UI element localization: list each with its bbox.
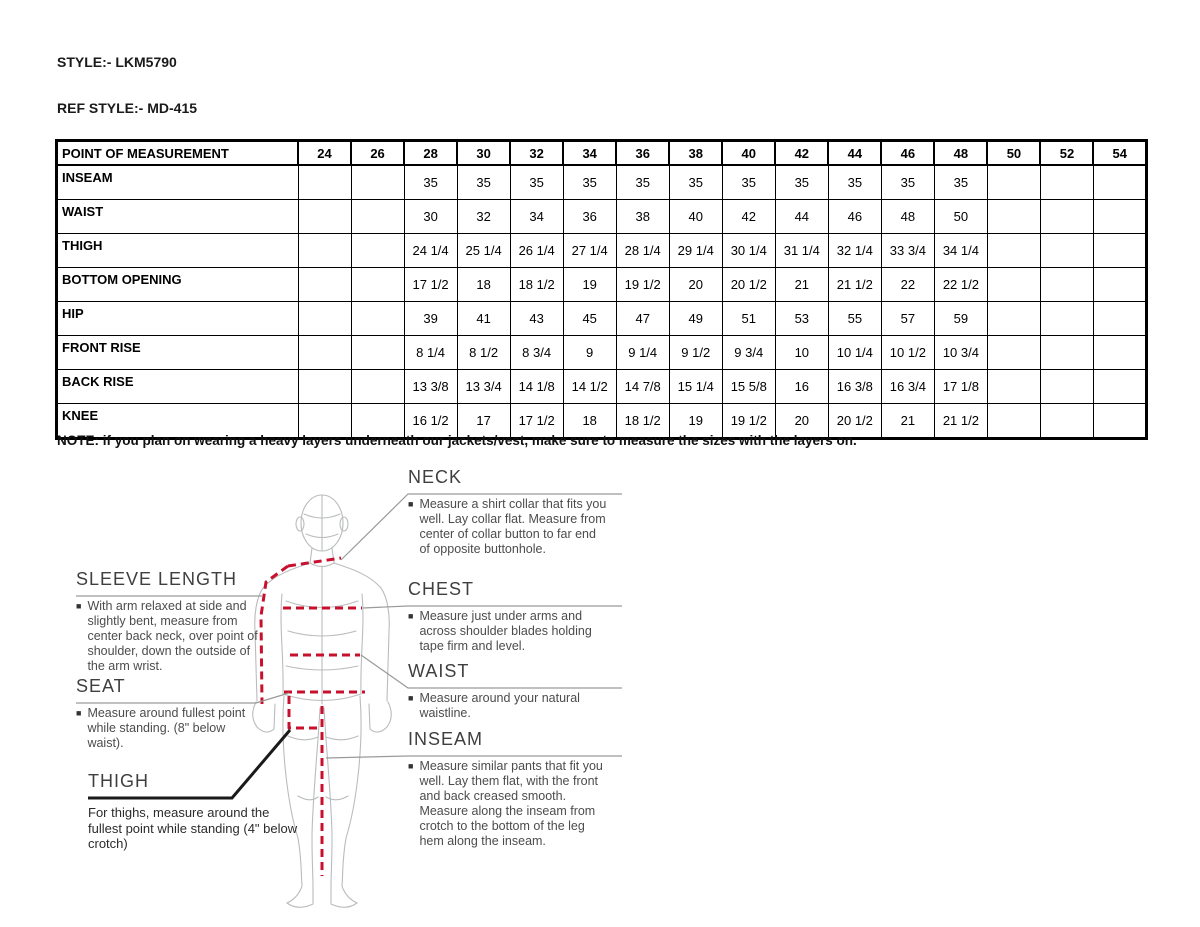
chest-title: CHEST <box>408 579 475 599</box>
measurement-value-cell <box>351 370 404 404</box>
measurement-value-cell: 10 1/4 <box>828 336 881 370</box>
measurement-value-cell: 9 3/4 <box>722 336 775 370</box>
measurement-value-cell: 40 <box>669 200 722 234</box>
column-header-size: 36 <box>616 141 669 166</box>
measurement-value-cell: 13 3/8 <box>404 370 457 404</box>
measurement-value-cell: 36 <box>563 200 616 234</box>
measurement-value-cell: 55 <box>828 302 881 336</box>
measurement-value-cell: 33 3/4 <box>881 234 934 268</box>
measurement-value-cell: 46 <box>828 200 881 234</box>
measurement-value-cell <box>298 165 351 200</box>
measurement-value-cell: 29 1/4 <box>669 234 722 268</box>
seat-description: Measure around fullest point while standing. (8" below waist). <box>87 706 246 750</box>
measurement-value-cell: 26 1/4 <box>510 234 563 268</box>
measurement-row-label: FRONT RISE <box>57 336 299 370</box>
measurement-value-cell: 42 <box>722 200 775 234</box>
column-header-size: 54 <box>1093 141 1146 166</box>
bullet-icon: ■ <box>76 708 82 718</box>
measurement-value-cell <box>351 234 404 268</box>
measurement-value-cell: 9 1/4 <box>616 336 669 370</box>
measurement-value-cell: 9 1/2 <box>669 336 722 370</box>
inseam-description: Measure similar pants that fit you well. Lay them flat, with the front and back creased smooth. Measure along the inseam from crotch to the bottom of the leg hem along the inseam. <box>419 759 603 848</box>
measurement-value-cell <box>298 234 351 268</box>
measurement-value-cell <box>987 336 1040 370</box>
thigh-title: THIGH <box>88 771 149 791</box>
measurement-value-cell: 21 1/2 <box>934 404 987 439</box>
bullet-icon: ■ <box>408 499 414 509</box>
measurement-value-cell <box>1093 336 1146 370</box>
measurement-value-cell <box>987 165 1040 200</box>
measurement-value-cell: 24 1/4 <box>404 234 457 268</box>
measurement-value-cell <box>1040 165 1093 200</box>
measurement-value-cell <box>1040 268 1093 302</box>
measurement-value-cell <box>351 336 404 370</box>
measurement-value-cell: 35 <box>404 165 457 200</box>
measurement-value-cell: 18 1/2 <box>510 268 563 302</box>
measurement-value-cell <box>1093 404 1146 439</box>
measurement-value-cell <box>298 268 351 302</box>
measurement-value-cell <box>1040 200 1093 234</box>
column-header-size: 42 <box>775 141 828 166</box>
guide-section-neck <box>408 467 608 557</box>
ref-style-label: REF STYLE:- MD-415 <box>57 100 198 116</box>
measurement-value-cell: 18 <box>563 404 616 439</box>
measurement-row-label: KNEE <box>57 404 299 439</box>
measurement-row <box>57 302 1147 336</box>
measurement-value-cell: 10 <box>775 336 828 370</box>
measurement-value-cell: 28 1/4 <box>616 234 669 268</box>
measurement-value-cell <box>351 165 404 200</box>
measurement-value-cell: 10 1/2 <box>881 336 934 370</box>
measurement-value-cell: 16 1/2 <box>404 404 457 439</box>
measurement-value-cell: 35 <box>722 165 775 200</box>
waist-description: Measure around your natural waistline. <box>419 691 580 720</box>
measurement-value-cell: 50 <box>934 200 987 234</box>
measurement-value-cell: 9 <box>563 336 616 370</box>
measurement-value-cell: 20 <box>775 404 828 439</box>
measurement-value-cell <box>1093 200 1146 234</box>
measurement-value-cell: 8 3/4 <box>510 336 563 370</box>
measurement-value-cell <box>298 302 351 336</box>
measurement-value-cell: 35 <box>669 165 722 200</box>
measurement-row-label: WAIST <box>57 200 299 234</box>
measurement-value-cell <box>987 370 1040 404</box>
column-header-size: 32 <box>510 141 563 166</box>
measurement-value-cell: 31 1/4 <box>775 234 828 268</box>
bullet-icon: ■ <box>408 761 414 771</box>
column-header-size: 24 <box>298 141 351 166</box>
measurement-value-cell: 17 <box>457 404 510 439</box>
column-header-point-of-measurement: POINT OF MEASUREMENT <box>57 141 299 166</box>
measurement-row <box>57 370 1147 404</box>
measurement-value-cell: 14 1/8 <box>510 370 563 404</box>
guide-section-seat <box>76 676 260 751</box>
measurement-value-cell: 35 <box>563 165 616 200</box>
measurement-value-cell <box>1040 404 1093 439</box>
measurement-value-cell <box>298 336 351 370</box>
measurement-value-cell: 21 1/2 <box>828 268 881 302</box>
measurement-value-cell: 8 1/2 <box>457 336 510 370</box>
measurement-value-cell <box>1093 165 1146 200</box>
measurement-value-cell: 51 <box>722 302 775 336</box>
measurement-value-cell: 34 1/4 <box>934 234 987 268</box>
measurement-value-cell <box>351 200 404 234</box>
measurement-row <box>57 336 1147 370</box>
measurement-value-cell: 25 1/4 <box>457 234 510 268</box>
measurement-value-cell: 32 <box>457 200 510 234</box>
guide-section-waist <box>408 661 608 721</box>
sleeve-measure-line <box>261 566 288 704</box>
size-chart-table <box>55 139 1148 440</box>
measurement-value-cell: 16 3/4 <box>881 370 934 404</box>
column-header-size: 44 <box>828 141 881 166</box>
size-table-header-row <box>57 141 1147 166</box>
measurement-value-cell: 35 <box>775 165 828 200</box>
measurement-value-cell <box>351 268 404 302</box>
measurement-value-cell: 21 <box>881 404 934 439</box>
measurement-value-cell: 17 1/2 <box>404 268 457 302</box>
measurement-value-cell <box>1040 370 1093 404</box>
measurement-value-cell: 17 1/2 <box>510 404 563 439</box>
neck-description: Measure a shirt collar that fits you well. Lay collar flat. Measure from center of collar button to far end of opposite buttonhole. <box>419 497 607 556</box>
measurement-value-cell <box>351 302 404 336</box>
style-label: STYLE:- LKM5790 <box>57 54 177 70</box>
measurement-value-cell: 18 1/2 <box>616 404 669 439</box>
measurement-value-cell: 47 <box>616 302 669 336</box>
column-header-size: 28 <box>404 141 457 166</box>
measurement-value-cell <box>1093 370 1146 404</box>
measurement-value-cell: 8 1/4 <box>404 336 457 370</box>
measurement-value-cell: 18 <box>457 268 510 302</box>
measurement-value-cell: 27 1/4 <box>563 234 616 268</box>
sleeve-length-title: SLEEVE LENGTH <box>76 569 238 589</box>
waist-title: WAIST <box>408 661 470 681</box>
neck-title: NECK <box>408 467 463 487</box>
measurement-row <box>57 268 1147 302</box>
measurement-value-cell <box>987 234 1040 268</box>
measurement-value-cell: 20 <box>669 268 722 302</box>
column-header-size: 34 <box>563 141 616 166</box>
guide-section-sleeve-length <box>76 569 260 674</box>
measurement-value-cell: 49 <box>669 302 722 336</box>
measurement-value-cell: 20 1/2 <box>722 268 775 302</box>
column-header-size: 50 <box>987 141 1040 166</box>
measurement-row-label: BACK RISE <box>57 370 299 404</box>
measurement-value-cell <box>1040 234 1093 268</box>
measurement-value-cell: 15 5/8 <box>722 370 775 404</box>
measurement-value-cell: 22 <box>881 268 934 302</box>
measurement-value-cell <box>987 404 1040 439</box>
measurement-value-cell: 45 <box>563 302 616 336</box>
measurement-value-cell: 19 1/2 <box>616 268 669 302</box>
measurement-value-cell: 10 3/4 <box>934 336 987 370</box>
measurement-value-cell: 14 1/2 <box>563 370 616 404</box>
column-header-size: 46 <box>881 141 934 166</box>
measurement-value-cell: 35 <box>881 165 934 200</box>
measurement-guide <box>60 466 640 924</box>
measurement-row <box>57 234 1147 268</box>
measurement-value-cell <box>1093 302 1146 336</box>
measurement-value-cell: 38 <box>616 200 669 234</box>
measurement-value-cell: 39 <box>404 302 457 336</box>
measurement-value-cell <box>298 200 351 234</box>
measurement-value-cell: 57 <box>881 302 934 336</box>
measurement-value-cell <box>1093 234 1146 268</box>
bullet-icon: ■ <box>76 601 82 611</box>
measurement-value-cell: 14 7/8 <box>616 370 669 404</box>
measurement-value-cell: 21 <box>775 268 828 302</box>
measurement-value-cell: 43 <box>510 302 563 336</box>
measurement-value-cell: 48 <box>881 200 934 234</box>
column-header-size: 30 <box>457 141 510 166</box>
measurement-value-cell: 59 <box>934 302 987 336</box>
measurement-value-cell <box>1040 336 1093 370</box>
measurement-value-cell: 16 3/8 <box>828 370 881 404</box>
column-header-size: 52 <box>1040 141 1093 166</box>
measurement-value-cell: 19 <box>563 268 616 302</box>
measurement-row <box>57 200 1147 234</box>
measurement-value-cell: 34 <box>510 200 563 234</box>
measurement-value-cell: 20 1/2 <box>828 404 881 439</box>
bullet-icon: ■ <box>408 611 414 621</box>
measurement-value-cell: 41 <box>457 302 510 336</box>
guide-section-inseam <box>408 729 608 849</box>
inseam-title: INSEAM <box>408 729 484 749</box>
measurement-value-cell <box>987 200 1040 234</box>
measurement-value-cell: 19 1/2 <box>722 404 775 439</box>
measurement-value-cell: 19 <box>669 404 722 439</box>
bullet-icon: ■ <box>408 693 414 703</box>
measurement-value-cell <box>987 268 1040 302</box>
column-header-size: 40 <box>722 141 775 166</box>
measurement-value-cell: 22 1/2 <box>934 268 987 302</box>
measurement-value-cell <box>987 302 1040 336</box>
measurement-value-cell: 35 <box>616 165 669 200</box>
measurement-value-cell: 35 <box>934 165 987 200</box>
measurement-value-cell: 17 1/8 <box>934 370 987 404</box>
column-header-size: 38 <box>669 141 722 166</box>
measurement-value-cell <box>1040 302 1093 336</box>
measurement-row-label: BOTTOM OPENING <box>57 268 299 302</box>
guide-section-chest <box>408 579 608 654</box>
column-header-size: 48 <box>934 141 987 166</box>
measurement-value-cell: 30 1/4 <box>722 234 775 268</box>
measurement-value-cell: 44 <box>775 200 828 234</box>
measurement-value-cell: 16 <box>775 370 828 404</box>
column-header-size: 26 <box>351 141 404 166</box>
measurement-row-label: HIP <box>57 302 299 336</box>
measurement-value-cell: 15 1/4 <box>669 370 722 404</box>
sleeve-length-description: With arm relaxed at side and slightly bent, measure from center back neck, over point of shoulder, down the outside of the arm wrist. <box>87 599 258 673</box>
measurement-row-label: THIGH <box>57 234 299 268</box>
measurement-value-cell: 35 <box>457 165 510 200</box>
chest-description: Measure just under arms and across shoulder blades holding tape firm and level. <box>419 609 592 653</box>
measurement-value-cell: 32 1/4 <box>828 234 881 268</box>
measurement-value-cell: 35 <box>828 165 881 200</box>
measurement-row <box>57 165 1147 200</box>
measurement-value-cell <box>298 370 351 404</box>
measurement-value-cell <box>1093 268 1146 302</box>
note-text: NOTE: if you plan on wearing a heavy layers underneath our jackets/vest, make sure to measure the sizes with the layers on. <box>57 433 857 448</box>
seat-title: SEAT <box>76 676 126 696</box>
measurement-value-cell: 13 3/4 <box>457 370 510 404</box>
measurement-value-cell: 30 <box>404 200 457 234</box>
measurement-row-label: INSEAM <box>57 165 299 200</box>
measurement-value-cell: 53 <box>775 302 828 336</box>
thigh-description: For thighs, measure around the fullest point while standing (4" below crotch) <box>88 805 298 852</box>
measurement-value-cell: 35 <box>510 165 563 200</box>
guide-section-thigh <box>88 771 302 852</box>
